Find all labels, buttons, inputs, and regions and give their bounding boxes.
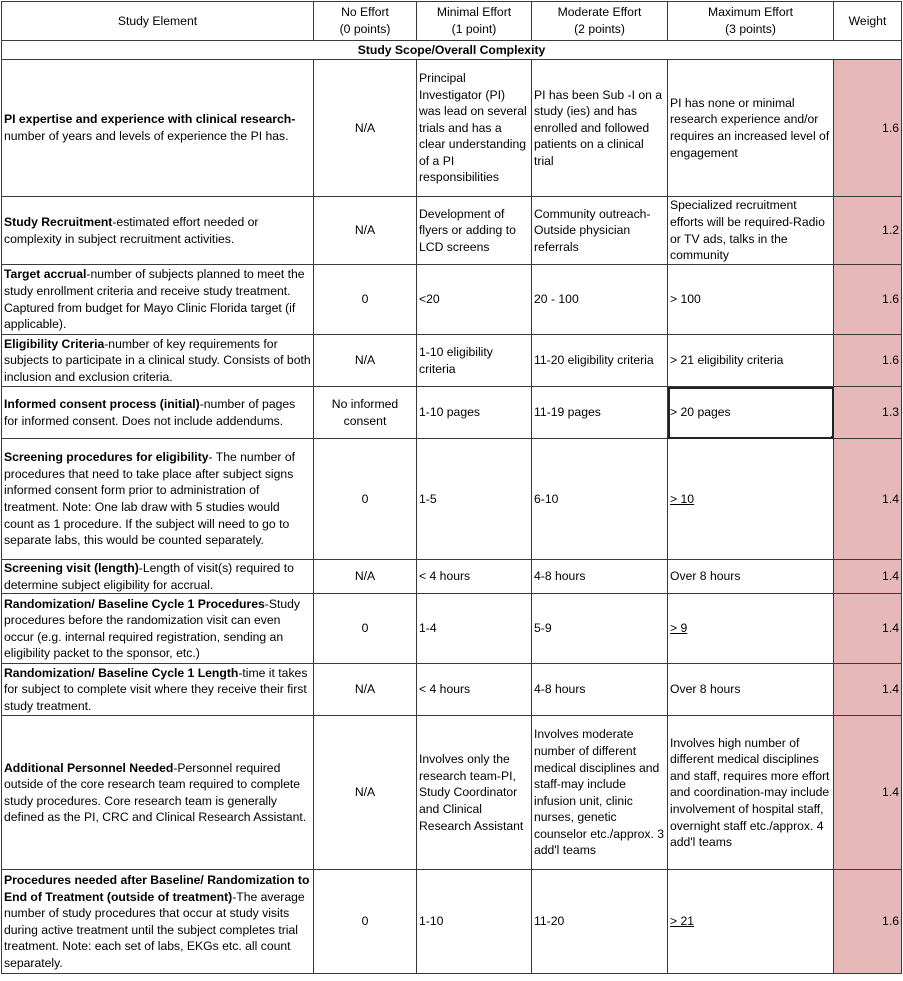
minimal-effort-cell[interactable]: <20 <box>417 265 532 335</box>
moderate-effort-cell[interactable]: Community outreach-Outside physician referrals <box>532 197 668 265</box>
maximum-effort-cell[interactable]: Over 8 hours <box>668 560 834 594</box>
moderate-effort-cell[interactable]: 4-8 hours <box>532 560 668 594</box>
table-row <box>2 594 902 664</box>
weight-cell[interactable]: 1.6 <box>834 265 902 335</box>
study-element-cell[interactable]: Additional Personnel Needed-Personnel required outside of the core research team required to complete study procedures. Core research team is generally defined as the PI, CRC and Clinical Research Assistant. <box>2 716 314 870</box>
table-row <box>2 197 902 265</box>
table-row <box>2 265 902 335</box>
weight-cell[interactable]: 1.2 <box>834 197 902 265</box>
no-effort-cell[interactable]: 0 <box>314 265 417 335</box>
header-no-effort[interactable]: No Effort (0 points) <box>314 2 417 41</box>
moderate-effort-cell[interactable]: 4-8 hours <box>532 664 668 716</box>
minimal-effort-cell[interactable]: < 4 hours <box>417 664 532 716</box>
weight-cell[interactable]: 1.4 <box>834 560 902 594</box>
study-element-cell[interactable]: Randomization/ Baseline Cycle 1 Procedures-Study procedures before the randomization visit can even occur (e.g. internal required registration, sending an eligibility packet to the sponsor, etc.) <box>2 594 314 664</box>
study-element-cell[interactable]: PI expertise and experience with clinical research-number of years and levels of experience the PI has. <box>2 60 314 197</box>
moderate-effort-cell[interactable]: 11-20 <box>532 870 668 974</box>
no-effort-cell[interactable]: 0 <box>314 594 417 664</box>
study-element-cell[interactable]: Study Recruitment-estimated effort needed or complexity in subject recruitment activities. <box>2 197 314 265</box>
minimal-effort-cell[interactable]: Involves only the research team-PI, Study Coordinator and Clinical Research Assistant <box>417 716 532 870</box>
maximum-effort-cell[interactable]: > 10 <box>668 439 834 560</box>
table-row <box>2 664 902 716</box>
weight-cell[interactable]: 1.6 <box>834 60 902 197</box>
weight-cell[interactable]: 1.6 <box>834 335 902 387</box>
section-row <box>2 41 902 60</box>
minimal-effort-cell[interactable]: 1-10 eligibility criteria <box>417 335 532 387</box>
study-element-cell[interactable]: Screening visit (length)-Length of visit(s) required to determine subject eligibility for accrual. <box>2 560 314 594</box>
moderate-effort-cell[interactable]: 11-19 pages <box>532 387 668 439</box>
no-effort-cell[interactable]: 0 <box>314 870 417 974</box>
minimal-effort-cell[interactable]: < 4 hours <box>417 560 532 594</box>
header-minimal-effort[interactable]: Minimal Effort (1 point) <box>417 2 532 41</box>
minimal-effort-cell[interactable]: 1-10 <box>417 870 532 974</box>
section-title[interactable]: Study Scope/Overall Complexity <box>2 41 902 60</box>
no-effort-cell[interactable]: N/A <box>314 335 417 387</box>
header-study-element[interactable]: Study Element <box>2 2 314 41</box>
table-row <box>2 439 902 560</box>
maximum-effort-cell[interactable]: > 21 eligibility criteria <box>668 335 834 387</box>
table-row <box>2 60 902 197</box>
study-element-cell[interactable]: Screening procedures for eligibility- The number of procedures that need to take place after subject signs informed consent form prior to administration of treatment. Note: One lab draw with 5 studies would count as 1 procedure. If the subject will need to go to separate labs, this would be counted separately. <box>2 439 314 560</box>
header-maximum-effort[interactable]: Maximum Effort (3 points) <box>668 2 834 41</box>
weight-cell[interactable]: 1.3 <box>834 387 902 439</box>
study-element-cell[interactable]: Eligibility Criteria-number of key requirements for subjects to participate in a clinical study. Consists of both inclusion and exclusion criteria. <box>2 335 314 387</box>
no-effort-cell[interactable]: 0 <box>314 439 417 560</box>
maximum-effort-cell[interactable]: Over 8 hours <box>668 664 834 716</box>
maximum-effort-cell[interactable]: Involves high number of different medical disciplines and staff, requires more effort and coordination-may include involvement of hospital staff, overnight staff etc./approx. 4 add'l teams <box>668 716 834 870</box>
moderate-effort-cell[interactable]: Involves moderate number of different medical disciplines and staff-may include infusion unit, clinic nurses, genetic counselor etc./approx. 3 add'l teams <box>532 716 668 870</box>
no-effort-cell[interactable]: N/A <box>314 716 417 870</box>
study-element-cell[interactable]: Randomization/ Baseline Cycle 1 Length-time it takes for subject to complete visit where they receive their first study treatment. <box>2 664 314 716</box>
header-row <box>2 2 902 41</box>
weight-cell[interactable]: 1.4 <box>834 716 902 870</box>
minimal-effort-cell[interactable]: Principal Investigator (PI) was lead on several trials and has a clear understanding of a PI responsibilities <box>417 60 532 197</box>
weight-cell[interactable]: 1.4 <box>834 594 902 664</box>
maximum-effort-cell[interactable]: Specialized recruitment efforts will be required-Radio or TV ads, talks in the community <box>668 197 834 265</box>
study-element-cell[interactable]: Informed consent process (initial)-number of pages for informed consent. Does not include addendums. <box>2 387 314 439</box>
table-row <box>2 716 902 870</box>
no-effort-cell[interactable]: N/A <box>314 560 417 594</box>
study-element-cell[interactable]: Procedures needed after Baseline/ Randomization to End of Treatment (outside of treatment)-The average number of study procedures that occur at study visits during active treatment until the subject completes trial treatment. Note: each set of labs, EKGs etc. all count separately. <box>2 870 314 974</box>
moderate-effort-cell[interactable]: 5-9 <box>532 594 668 664</box>
no-effort-cell[interactable]: No informed consent <box>314 387 417 439</box>
minimal-effort-cell[interactable]: 1-5 <box>417 439 532 560</box>
weight-cell[interactable]: 1.4 <box>834 439 902 560</box>
maximum-effort-cell-selected[interactable]: > 20 pages <box>668 387 834 439</box>
maximum-effort-cell[interactable]: > 100 <box>668 265 834 335</box>
weight-cell[interactable]: 1.4 <box>834 664 902 716</box>
maximum-effort-cell[interactable]: > 9 <box>668 594 834 664</box>
maximum-effort-cell[interactable]: PI has none or minimal research experience and/or requires an increased level of engagement <box>668 60 834 197</box>
maximum-effort-cell[interactable]: > 21 <box>668 870 834 974</box>
moderate-effort-cell[interactable]: 20 - 100 <box>532 265 668 335</box>
effort-grid-table <box>1 1 902 974</box>
study-element-cell[interactable]: Target accrual-number of subjects planned to meet the study enrollment criteria and receive study treatment. Captured from budget for Mayo Clinic Florida target (if applicable). <box>2 265 314 335</box>
table-row <box>2 335 902 387</box>
table-row <box>2 387 902 439</box>
no-effort-cell[interactable]: N/A <box>314 60 417 197</box>
moderate-effort-cell[interactable]: 6-10 <box>532 439 668 560</box>
moderate-effort-cell[interactable]: 11-20 eligibility criteria <box>532 335 668 387</box>
minimal-effort-cell[interactable]: 1-4 <box>417 594 532 664</box>
header-moderate-effort[interactable]: Moderate Effort (2 points) <box>532 2 668 41</box>
moderate-effort-cell[interactable]: PI has been Sub -I on a study (ies) and has enrolled and followed patients on a clinical trial <box>532 60 668 197</box>
table-row <box>2 870 902 974</box>
no-effort-cell[interactable]: N/A <box>314 197 417 265</box>
weight-cell[interactable]: 1.6 <box>834 870 902 974</box>
no-effort-cell[interactable]: N/A <box>314 664 417 716</box>
table-row <box>2 560 902 594</box>
header-weight[interactable]: Weight <box>834 2 902 41</box>
minimal-effort-cell[interactable]: 1-10 pages <box>417 387 532 439</box>
minimal-effort-cell[interactable]: Development of flyers or adding to LCD screens <box>417 197 532 265</box>
